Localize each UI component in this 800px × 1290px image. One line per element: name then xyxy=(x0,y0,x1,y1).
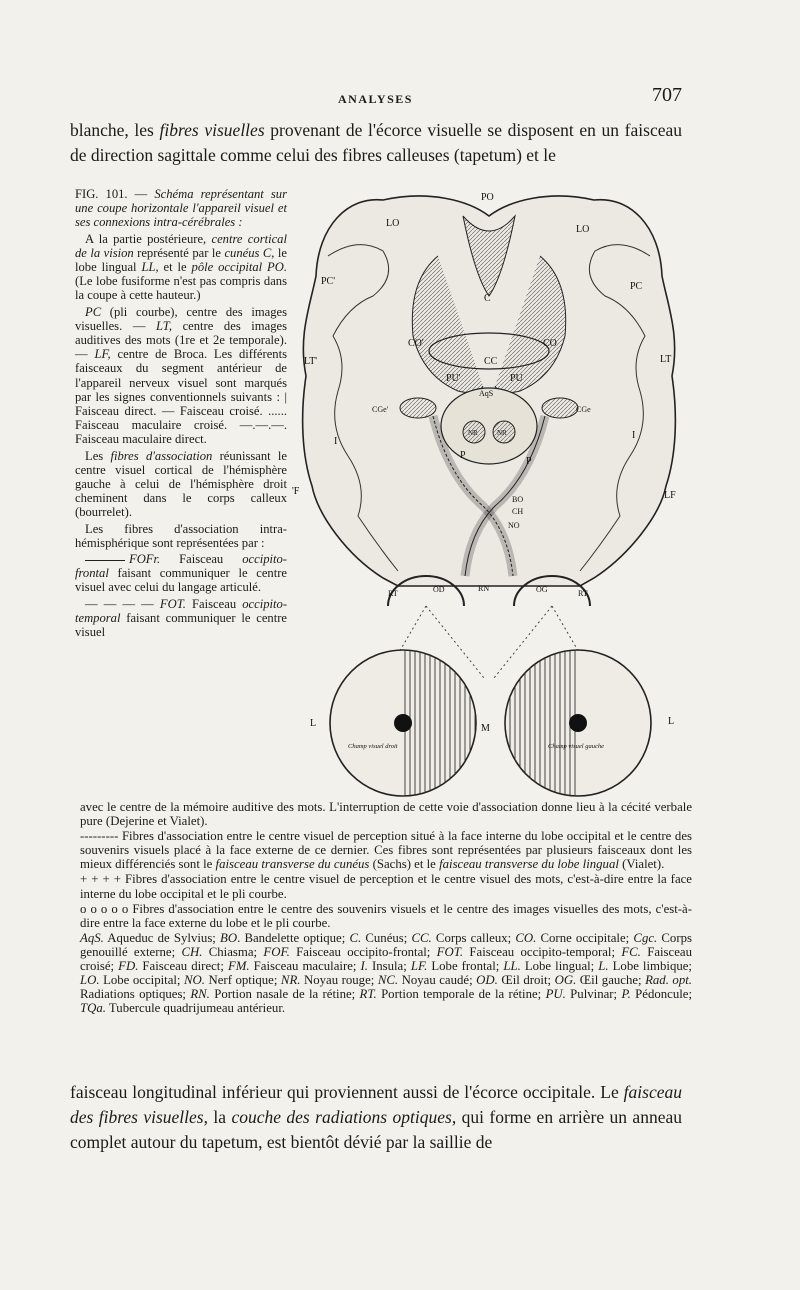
caption-text: (pli courbe), centre des images visuelles. — xyxy=(75,304,287,333)
label-m: M xyxy=(481,723,490,734)
abbr-def: Tubercule quadrijumeau antérieur. xyxy=(105,1001,286,1016)
legend-line-2 xyxy=(80,829,692,871)
abbr: AqS. xyxy=(80,930,104,945)
abbr: FM. xyxy=(227,959,250,974)
abbr: FOT. xyxy=(436,944,464,959)
label-no: NO xyxy=(508,521,520,530)
label-od: OD xyxy=(433,585,445,594)
abbr: FD. xyxy=(118,959,139,974)
caption-text: Faisceau xyxy=(160,552,243,567)
label-pc-left: PC' xyxy=(321,276,336,287)
abbr: NR. xyxy=(280,973,301,988)
label-c: C xyxy=(484,293,491,304)
caption-text: faisant communiquer le centre visuel avec celui du langage articulé. xyxy=(75,566,287,595)
caption-text: centre de Broca. Les différents faisceaux du segment antérieur de l'appareil nerveux visuel sont marqués par les signes conventionnels suivants : | Faisceau direct. — Faisceau croisé. ...... Faisceau maculaire croisé. —.—.—. Faisceau maculaire direct. xyxy=(75,347,287,447)
geniculate-right xyxy=(542,398,578,418)
caption-para-2 xyxy=(75,305,287,447)
abbr: CH. xyxy=(181,944,203,959)
closing-italic-2: couche des radiations optiques xyxy=(231,1107,452,1127)
geniculate-left xyxy=(400,398,436,418)
intro-text-1: blanche, les xyxy=(70,120,160,140)
closing-text-3: , qui forme en arrière un anneau complet autour du tapetum, est bientôt dévié par la saillie de xyxy=(70,1107,682,1152)
caption-italic: PC xyxy=(85,304,102,319)
label-pu-left: PU' xyxy=(446,373,461,384)
label-aqs: AqS xyxy=(479,389,494,398)
abbr: NO. xyxy=(184,973,205,988)
label-og: OG xyxy=(536,585,548,594)
caption-italic: LT, xyxy=(156,318,172,333)
fig-title: Schéma représentant sur une coupe horizontale l'appareil visuel et ses connexions intra-cérébrales : xyxy=(75,187,287,230)
caption-text: A la partie postérieure, xyxy=(85,231,212,246)
abbr: C. xyxy=(349,930,362,945)
caption-italic: occipito-temporal xyxy=(75,596,288,625)
abbr: LL. xyxy=(503,959,521,974)
abbr-def: Corps genouillé externe; xyxy=(80,930,692,959)
abbr-def: . Bandelette optique; xyxy=(237,930,350,945)
label-i-left: I xyxy=(334,436,338,447)
abbr-def: Lobe frontal; xyxy=(427,959,504,974)
abbr: FC. xyxy=(621,944,641,959)
abbr-def: Noyau rouge; xyxy=(300,973,378,988)
label-l-right: L xyxy=(668,716,675,727)
caption-italic: centre cortical de la vision xyxy=(75,231,287,260)
abbr: P. xyxy=(621,987,631,1002)
label-p-left: P xyxy=(460,450,466,461)
caption-para-3 xyxy=(75,449,287,520)
caption-para-6 xyxy=(75,597,287,640)
caption-text: le lobe lingual xyxy=(75,245,287,275)
page-number: 707 xyxy=(652,84,682,106)
abbr-def: Portion nasale de la rétine; xyxy=(209,987,360,1002)
label-co-right: CO xyxy=(543,338,557,349)
caption-text: faisant communiquer le centre visuel xyxy=(75,610,287,640)
visual-pathway-diagram xyxy=(288,186,690,798)
closing-text-2: , la xyxy=(203,1107,232,1127)
caption-italic: FOT. xyxy=(159,596,186,611)
caption-para-1 xyxy=(75,232,287,303)
abbr: OG. xyxy=(554,973,577,988)
solid-line-symbol xyxy=(85,560,125,561)
caption-italic: LL, xyxy=(141,260,159,275)
abbr: BO xyxy=(220,930,238,945)
caption-text: et le xyxy=(158,260,192,275)
legend-line-3: + + + + Fibres d'association entre le centre visuel de perception et le centre visuel des mots, c'est-à-dire entre la face interne du lobe occipital et le pli courbe. xyxy=(80,872,692,901)
abbr: TQa. xyxy=(80,1001,106,1016)
caption-text: réunissant le centre visuel cortical de l'hémisphère gauche à celui de l'hémisphère droit cheminent dans le corps calleux (bourrelet). xyxy=(75,448,287,520)
caption-text: représenté par le xyxy=(133,245,225,260)
abbr: Cgc. xyxy=(633,930,658,945)
visual-field-right-half xyxy=(403,650,476,796)
label-bo: BO xyxy=(512,495,524,504)
abbr-def: Faisceau occipito-temporal; xyxy=(463,944,622,959)
abbr: RT. xyxy=(359,987,377,1002)
abbr: PU. xyxy=(545,987,566,1002)
legend-italic: faisceau transverse du cunéus xyxy=(215,857,370,872)
caption-italic: LF, xyxy=(94,347,111,362)
abbr: LO. xyxy=(80,973,100,988)
legend-italic: faisceau transverse du lobe lingual xyxy=(439,857,619,872)
label-lo-right: LO xyxy=(576,224,590,235)
abbr-def: Lobe lingual; xyxy=(520,959,599,974)
caption-text: — — — — xyxy=(85,596,160,611)
page-header xyxy=(70,84,682,112)
abbr: OD. xyxy=(476,973,498,988)
abbr: LF. xyxy=(410,959,428,974)
abbr-def: Corne occipitale; xyxy=(536,930,634,945)
abbr: I. xyxy=(360,959,368,974)
label-rn: RN xyxy=(478,584,490,593)
abbr-def: Faisceau croisé; xyxy=(80,944,692,974)
legend-line-1: avec le centre de la mémoire auditive des mots. L'interruption de cette voie d'association donne lieu à la cécité verbale pure (Dejerine et Vialet). xyxy=(80,800,692,829)
legend-line-4: o o o o o Fibres d'association entre le centre des souvenirs visuels et le centre des images visuelles des mots, c'est-à-dire entre la face externe du lobe et le pli courbe. xyxy=(80,901,692,930)
label-co-left: CO' xyxy=(408,338,424,349)
label-cc: CC xyxy=(484,356,498,367)
label-i-right: I xyxy=(632,430,636,441)
caption-italic: fibres d'association xyxy=(110,448,213,463)
label-lt-left: LT' xyxy=(304,356,318,367)
label-rt-right: RT xyxy=(578,589,588,598)
abbr-def: Faisceau maculaire; xyxy=(249,959,361,974)
label-lf-left: 'F xyxy=(292,486,300,497)
abbr-def: Aqueduc de Sylvius; xyxy=(103,930,221,945)
abbr-def: Portion temporale de la rétine; xyxy=(376,987,546,1002)
abbr-def: Noyau caudé; xyxy=(398,973,477,988)
abbr: L. xyxy=(598,959,609,974)
diagram-svg xyxy=(288,186,690,798)
closing-italic-1: faisceau des fibres visuelles xyxy=(70,1082,682,1127)
closing-text-1: faisceau longitudinal inférieur qui proviennent aussi de l'écorce occipitale. Le xyxy=(70,1082,624,1102)
abbr-def: Radiations optiques; xyxy=(80,987,191,1002)
label-lt-right: LT xyxy=(660,354,672,365)
caption-italic: cunéus C, xyxy=(224,245,275,260)
legend-text: (Vialet). xyxy=(618,857,665,872)
abbr: CC. xyxy=(411,930,432,945)
caption-italic: pôle occipital PO. xyxy=(191,260,287,275)
label-nr-right: NR xyxy=(497,429,507,437)
intro-paragraph xyxy=(70,118,682,168)
abbr-def: Œil droit; xyxy=(497,973,555,988)
label-ch: CH xyxy=(512,507,524,516)
abbr-def: Nerf optique; xyxy=(205,973,281,988)
caption-text: Les xyxy=(85,448,111,463)
abbr-def: Faisceau direct; xyxy=(138,959,228,974)
intro-text-2: provenant de l'écorce visuelle se disposent en un faisceau de direction sagittale comme celui des fibres calleuses (tapetum) et le xyxy=(70,120,682,165)
label-champ-gauche: Champ visuel gauche xyxy=(548,743,604,750)
label-p-right: P xyxy=(526,456,532,467)
abbr-def: Œil gauche; xyxy=(576,973,646,988)
label-po: PO xyxy=(481,192,494,203)
abbr-def: Lobe limbique; xyxy=(608,959,692,974)
label-rt-left: RT xyxy=(388,589,398,598)
label-cge-left: CGe' xyxy=(372,405,389,414)
visual-field-left-half xyxy=(505,650,578,796)
abbr: NC. xyxy=(377,973,399,988)
abbr-def: Faisceau occipito-frontal; xyxy=(289,944,437,959)
abbr: CO. xyxy=(515,930,537,945)
caption-italic: occipito-frontal xyxy=(75,552,287,581)
legend-abbreviations xyxy=(80,931,692,1016)
abbr-def: Pédoncule; xyxy=(630,987,693,1002)
caption-title xyxy=(75,187,287,230)
label-pu-right: PU xyxy=(510,373,523,384)
figure-legend xyxy=(80,800,692,1016)
legend-text: --------- Fibres d'association entre le centre visuel de perception situé à la face interne du lobe occipital et le centre des souvenirs visuels placé à la face externe de ce dernier. Ces fibres sont représentées par plusieurs faisceaux dont les mieux différenciés sont le xyxy=(80,829,692,872)
abbr-def: Lobe occipital; xyxy=(99,973,185,988)
abbr-def: Pulvinar; xyxy=(565,987,622,1002)
closing-paragraph xyxy=(70,1080,682,1155)
label-cge-right: CGe xyxy=(576,405,591,414)
macula-right xyxy=(394,714,412,732)
abbr-def: Insula; xyxy=(367,959,411,974)
label-l-left: L xyxy=(310,718,317,729)
caption-text: centre des images auditives des mots (1re et 2e temporale). — xyxy=(75,318,287,362)
caption-para-5 xyxy=(75,552,287,595)
caption-italic: FOFr. xyxy=(129,552,161,567)
abbr: Rad. opt. xyxy=(645,973,692,988)
caption-text: (Le lobe fusiforme n'est pas compris dans la coupe à cette hauteur.) xyxy=(75,274,287,303)
label-lf-right: LF xyxy=(664,490,676,501)
running-title: ANALYSES xyxy=(338,92,413,106)
fig-label: FIG. 101. — xyxy=(75,187,155,201)
legend-text: (Sachs) et le xyxy=(369,857,440,872)
label-nr-left: NR xyxy=(468,429,478,437)
abbr: FOF. xyxy=(263,944,290,959)
label-champ-droit: Champ visuel droit xyxy=(348,743,398,750)
abbr-def: Chiasma; xyxy=(202,944,264,959)
label-lo-left: LO xyxy=(386,218,400,229)
intro-italic-1: fibres visuelles xyxy=(159,120,265,140)
figure-caption xyxy=(75,187,287,641)
caption-text: Faisceau xyxy=(185,596,243,611)
label-pc-right: PC xyxy=(630,281,643,292)
abbr: RN. xyxy=(190,987,210,1002)
caption-para-4: Les fibres d'association intra-hémisphérique sont représentées par : xyxy=(75,521,287,550)
midbrain xyxy=(441,388,537,464)
abbr-def: Corps calleux; xyxy=(431,930,516,945)
macula-left xyxy=(569,714,587,732)
abbr-def: Cunéus; xyxy=(361,930,412,945)
